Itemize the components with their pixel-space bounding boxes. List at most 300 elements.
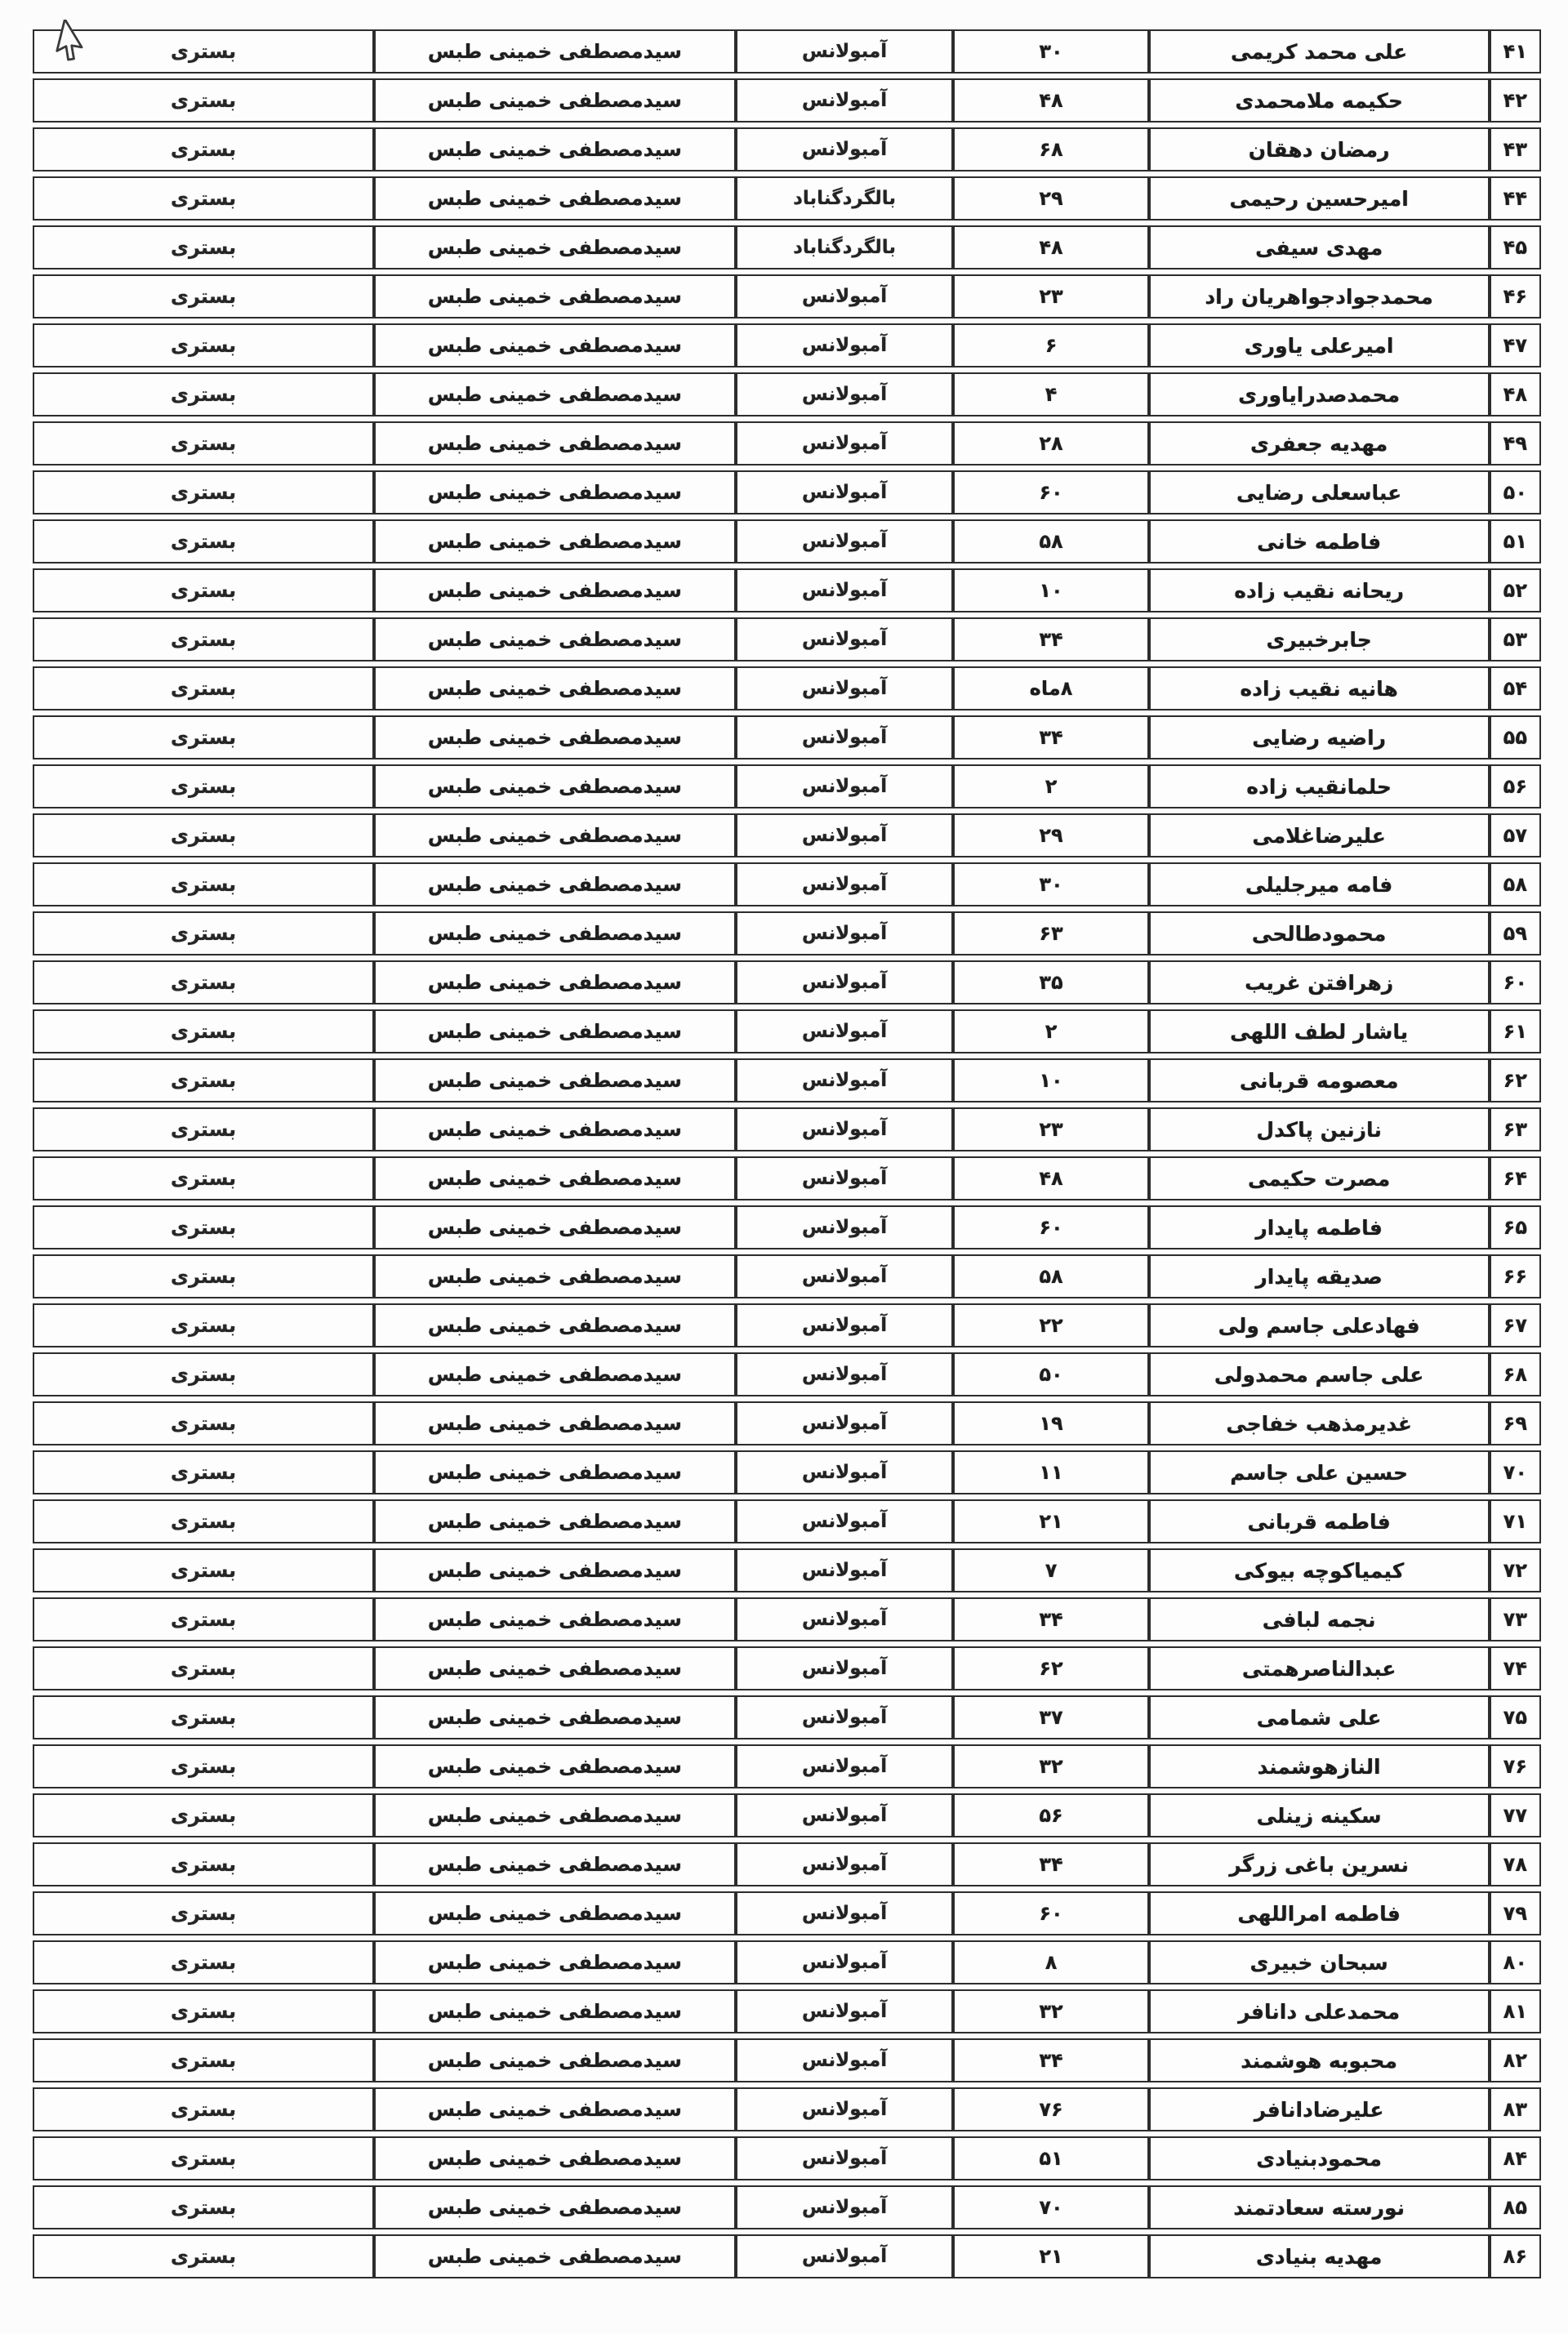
- cell-hospital: سیدمصطفی خمینی طبس: [374, 1695, 736, 1739]
- cell-row-number: ۷۹: [1490, 1891, 1541, 1935]
- cell-patient-name: نجمه لبافی: [1149, 1597, 1490, 1641]
- cell-row-number: ۶۳: [1490, 1107, 1541, 1151]
- cell-row-number: ۴۵: [1490, 225, 1541, 269]
- cell-status: بستری: [33, 1058, 374, 1102]
- table-row: [33, 225, 1541, 269]
- cell-hospital: سیدمصطفی خمینی طبس: [374, 2136, 736, 2180]
- cell-age: ۲۸: [953, 421, 1148, 465]
- cell-transfer-method: آمبولانس: [736, 813, 954, 857]
- patient-table: [33, 24, 1541, 2283]
- cell-age: ۵۸: [953, 1254, 1148, 1298]
- cell-hospital: سیدمصطفی خمینی طبس: [374, 1107, 736, 1151]
- cell-row-number: ۶۷: [1490, 1303, 1541, 1347]
- cell-row-number: ۸۱: [1490, 1989, 1541, 2033]
- cell-hospital: سیدمصطفی خمینی طبس: [374, 1009, 736, 1053]
- cell-age: ۶۰: [953, 470, 1148, 514]
- cell-hospital: سیدمصطفی خمینی طبس: [374, 1548, 736, 1592]
- cell-status: بستری: [33, 1303, 374, 1347]
- cell-age: ۲۹: [953, 176, 1148, 220]
- cell-transfer-method: آمبولانس: [736, 274, 954, 318]
- table-row: [33, 617, 1541, 661]
- cell-patient-name: علی جاسم محمدولی: [1149, 1352, 1490, 1396]
- cell-transfer-method: آمبولانس: [736, 1695, 954, 1739]
- cell-row-number: ۷۸: [1490, 1842, 1541, 1886]
- cell-transfer-method: آمبولانس: [736, 2234, 954, 2278]
- cell-hospital: سیدمصطفی خمینی طبس: [374, 617, 736, 661]
- cell-transfer-method: آمبولانس: [736, 715, 954, 759]
- cell-patient-name: راضیه رضایی: [1149, 715, 1490, 759]
- cell-row-number: ۴۳: [1490, 127, 1541, 171]
- table-row: [33, 29, 1541, 73]
- cell-hospital: سیدمصطفی خمینی طبس: [374, 1352, 736, 1396]
- cell-hospital: سیدمصطفی خمینی طبس: [374, 1401, 736, 1445]
- cell-hospital: سیدمصطفی خمینی طبس: [374, 1842, 736, 1886]
- cell-age: ۵۸: [953, 519, 1148, 563]
- cell-age: ۲۳: [953, 274, 1148, 318]
- cell-patient-name: معصومه قربانی: [1149, 1058, 1490, 1102]
- cell-transfer-method: آمبولانس: [736, 1891, 954, 1935]
- cell-patient-name: یاشار لطف اللهی: [1149, 1009, 1490, 1053]
- cell-row-number: ۸۴: [1490, 2136, 1541, 2180]
- cell-transfer-method: بالگردگناباد: [736, 176, 954, 220]
- cell-status: بستری: [33, 1891, 374, 1935]
- cell-transfer-method: آمبولانس: [736, 1009, 954, 1053]
- cell-patient-name: صدیقه پایدار: [1149, 1254, 1490, 1298]
- cell-status: بستری: [33, 666, 374, 710]
- cell-status: بستری: [33, 2136, 374, 2180]
- cell-row-number: ۶۴: [1490, 1156, 1541, 1200]
- cell-row-number: ۵۱: [1490, 519, 1541, 563]
- cell-hospital: سیدمصطفی خمینی طبس: [374, 666, 736, 710]
- cell-hospital: سیدمصطفی خمینی طبس: [374, 1989, 736, 2033]
- cell-patient-name: حسین علی جاسم: [1149, 1450, 1490, 1494]
- cell-hospital: سیدمصطفی خمینی طبس: [374, 1205, 736, 1249]
- cell-age: ۷۶: [953, 2087, 1148, 2131]
- cell-transfer-method: آمبولانس: [736, 1107, 954, 1151]
- cell-hospital: سیدمصطفی خمینی طبس: [374, 2185, 736, 2229]
- cell-transfer-method: آمبولانس: [736, 911, 954, 955]
- cell-patient-name: کیمیاکوچه بیوکی: [1149, 1548, 1490, 1592]
- cell-patient-name: نسرین باغی زرگر: [1149, 1842, 1490, 1886]
- cell-transfer-method: آمبولانس: [736, 1842, 954, 1886]
- cell-row-number: ۶۸: [1490, 1352, 1541, 1396]
- table-row: [33, 1744, 1541, 1788]
- cell-hospital: سیدمصطفی خمینی طبس: [374, 127, 736, 171]
- cell-hospital: سیدمصطفی خمینی طبس: [374, 78, 736, 122]
- cell-patient-name: محبوبه هوشمند: [1149, 2038, 1490, 2082]
- table-row: [33, 1793, 1541, 1837]
- cell-row-number: ۷۳: [1490, 1597, 1541, 1641]
- table-row: [33, 470, 1541, 514]
- cell-transfer-method: آمبولانس: [736, 1597, 954, 1641]
- cell-patient-name: نازنین پاکدل: [1149, 1107, 1490, 1151]
- cell-age: ۵۶: [953, 1793, 1148, 1837]
- cell-age: ۶۰: [953, 1891, 1148, 1935]
- cell-age: ۳۰: [953, 29, 1148, 73]
- cell-age: ۷: [953, 1548, 1148, 1592]
- cell-age: ۵۱: [953, 2136, 1148, 2180]
- cell-hospital: سیدمصطفی خمینی طبس: [374, 764, 736, 808]
- cell-hospital: سیدمصطفی خمینی طبس: [374, 519, 736, 563]
- cell-status: بستری: [33, 29, 374, 73]
- table-row: [33, 372, 1541, 416]
- cell-status: بستری: [33, 715, 374, 759]
- cell-status: بستری: [33, 813, 374, 857]
- cell-status: بستری: [33, 2038, 374, 2082]
- cell-hospital: سیدمصطفی خمینی طبس: [374, 274, 736, 318]
- cell-patient-name: فاطمه قربانی: [1149, 1499, 1490, 1543]
- cell-row-number: ۵۴: [1490, 666, 1541, 710]
- table-row: [33, 1989, 1541, 2033]
- cell-row-number: ۴۱: [1490, 29, 1541, 73]
- cell-age: ۶۰: [953, 1205, 1148, 1249]
- cell-hospital: سیدمصطفی خمینی طبس: [374, 1597, 736, 1641]
- cell-hospital: سیدمصطفی خمینی طبس: [374, 176, 736, 220]
- cell-hospital: سیدمصطفی خمینی طبس: [374, 2038, 736, 2082]
- cell-status: بستری: [33, 470, 374, 514]
- cell-status: بستری: [33, 225, 374, 269]
- cell-row-number: ۴۴: [1490, 176, 1541, 220]
- cell-transfer-method: آمبولانس: [736, 372, 954, 416]
- table-row: [33, 1940, 1541, 1984]
- cell-patient-name: هانیه نقیب زاده: [1149, 666, 1490, 710]
- table-row: [33, 1352, 1541, 1396]
- cell-status: بستری: [33, 1744, 374, 1788]
- table-row: [33, 519, 1541, 563]
- cell-age: ۶۸: [953, 127, 1148, 171]
- cell-row-number: ۷۶: [1490, 1744, 1541, 1788]
- cell-patient-name: مصرت حکیمی: [1149, 1156, 1490, 1200]
- cell-transfer-method: بالگردگناباد: [736, 225, 954, 269]
- cell-transfer-method: آمبولانس: [736, 764, 954, 808]
- cell-status: بستری: [33, 1401, 374, 1445]
- cell-transfer-method: آمبولانس: [736, 1744, 954, 1788]
- cell-row-number: ۷۱: [1490, 1499, 1541, 1543]
- cell-patient-name: حلمانقیب زاده: [1149, 764, 1490, 808]
- cell-row-number: ۶۱: [1490, 1009, 1541, 1053]
- cell-transfer-method: آمبولانس: [736, 1989, 954, 2033]
- cell-transfer-method: آمبولانس: [736, 1205, 954, 1249]
- cell-patient-name: محمدعلی دانافر: [1149, 1989, 1490, 2033]
- cell-age: ۴: [953, 372, 1148, 416]
- cell-age: ۲: [953, 1009, 1148, 1053]
- cell-age: ۲: [953, 764, 1148, 808]
- cell-patient-name: فامه میرجلیلی: [1149, 862, 1490, 906]
- cell-age: ۴۸: [953, 225, 1148, 269]
- cell-hospital: سیدمصطفی خمینی طبس: [374, 470, 736, 514]
- cell-patient-name: حکیمه ملامحمدی: [1149, 78, 1490, 122]
- cell-age: ۳۴: [953, 715, 1148, 759]
- cell-transfer-method: آمبولانس: [736, 1401, 954, 1445]
- cell-transfer-method: آمبولانس: [736, 2185, 954, 2229]
- cell-hospital: سیدمصطفی خمینی طبس: [374, 813, 736, 857]
- cell-age: ۸: [953, 1940, 1148, 1984]
- cell-transfer-method: آمبولانس: [736, 1156, 954, 1200]
- cell-patient-name: امیرعلی یاوری: [1149, 323, 1490, 367]
- table-row: [33, 666, 1541, 710]
- cell-patient-name: زهرافتن غریب: [1149, 960, 1490, 1004]
- cell-transfer-method: آمبولانس: [736, 960, 954, 1004]
- table-row: [33, 2136, 1541, 2180]
- table-row: [33, 1009, 1541, 1053]
- cell-patient-name: فاطمه امراللهی: [1149, 1891, 1490, 1935]
- table-row: [33, 421, 1541, 465]
- cell-transfer-method: آمبولانس: [736, 470, 954, 514]
- cell-age: ۳۴: [953, 617, 1148, 661]
- cell-status: بستری: [33, 862, 374, 906]
- cell-age: ۲۲: [953, 1303, 1148, 1347]
- cell-row-number: ۸۵: [1490, 2185, 1541, 2229]
- cell-patient-name: علیرضادانافر: [1149, 2087, 1490, 2131]
- cell-age: ۲۹: [953, 813, 1148, 857]
- cell-hospital: سیدمصطفی خمینی طبس: [374, 911, 736, 955]
- cell-transfer-method: آمبولانس: [736, 617, 954, 661]
- cell-patient-name: امیرحسین رحیمی: [1149, 176, 1490, 220]
- cell-age: ۴۸: [953, 78, 1148, 122]
- cell-patient-name: فاطمه پایدار: [1149, 1205, 1490, 1249]
- cell-transfer-method: آمبولانس: [736, 1548, 954, 1592]
- cell-hospital: سیدمصطفی خمینی طبس: [374, 1303, 736, 1347]
- cell-hospital: سیدمصطفی خمینی طبس: [374, 1940, 736, 1984]
- cell-status: بستری: [33, 911, 374, 955]
- cell-age: ۲۱: [953, 1499, 1148, 1543]
- cell-patient-name: علی محمد کریمی: [1149, 29, 1490, 73]
- table-row: [33, 2234, 1541, 2278]
- cell-row-number: ۶۲: [1490, 1058, 1541, 1102]
- cell-age: ۳۴: [953, 1597, 1148, 1641]
- cell-status: بستری: [33, 1548, 374, 1592]
- cell-row-number: ۵۵: [1490, 715, 1541, 759]
- cell-row-number: ۵۰: [1490, 470, 1541, 514]
- table-row: [33, 813, 1541, 857]
- cell-transfer-method: آمبولانس: [736, 1352, 954, 1396]
- cell-patient-name: عبدالناصرهمتی: [1149, 1646, 1490, 1690]
- cell-status: بستری: [33, 323, 374, 367]
- cell-status: بستری: [33, 764, 374, 808]
- cell-patient-name: فهادعلی جاسم ولی: [1149, 1303, 1490, 1347]
- cell-status: بستری: [33, 2234, 374, 2278]
- cell-patient-name: محمودبنیادی: [1149, 2136, 1490, 2180]
- cell-row-number: ۷۵: [1490, 1695, 1541, 1739]
- cell-age: ۳۴: [953, 2038, 1148, 2082]
- table-row: [33, 1695, 1541, 1739]
- cell-transfer-method: آمبولانس: [736, 2136, 954, 2180]
- cell-transfer-method: آمبولانس: [736, 862, 954, 906]
- cell-transfer-method: آمبولانس: [736, 29, 954, 73]
- table-row: [33, 127, 1541, 171]
- table-row: [33, 274, 1541, 318]
- cell-status: بستری: [33, 372, 374, 416]
- cell-age: ۶۲: [953, 1646, 1148, 1690]
- cell-status: بستری: [33, 1205, 374, 1249]
- table-row: [33, 78, 1541, 122]
- cell-row-number: ۸۳: [1490, 2087, 1541, 2131]
- table-row: [33, 2185, 1541, 2229]
- cell-hospital: سیدمصطفی خمینی طبس: [374, 2234, 736, 2278]
- cell-age: ۳۲: [953, 1989, 1148, 2033]
- cell-transfer-method: آمبولانس: [736, 2038, 954, 2082]
- table-row: [33, 1107, 1541, 1151]
- table-row: [33, 1303, 1541, 1347]
- cell-status: بستری: [33, 1499, 374, 1543]
- cell-age: ۳۰: [953, 862, 1148, 906]
- cell-transfer-method: آمبولانس: [736, 1058, 954, 1102]
- cell-row-number: ۵۳: [1490, 617, 1541, 661]
- cell-age: ۳۴: [953, 1842, 1148, 1886]
- cell-age: ۲۳: [953, 1107, 1148, 1151]
- cell-hospital: سیدمصطفی خمینی طبس: [374, 1450, 736, 1494]
- cell-patient-name: نورسته سعادتمند: [1149, 2185, 1490, 2229]
- cell-row-number: ۴۹: [1490, 421, 1541, 465]
- cell-hospital: سیدمصطفی خمینی طبس: [374, 1891, 736, 1935]
- cell-row-number: ۵۲: [1490, 568, 1541, 612]
- cell-status: بستری: [33, 1793, 374, 1837]
- cell-row-number: ۴۷: [1490, 323, 1541, 367]
- table-row: [33, 1254, 1541, 1298]
- cell-status: بستری: [33, 1940, 374, 1984]
- cell-hospital: سیدمصطفی خمینی طبس: [374, 862, 736, 906]
- cell-hospital: سیدمصطفی خمینی طبس: [374, 1499, 736, 1543]
- cell-patient-name: محمدجوادجواهریان راد: [1149, 274, 1490, 318]
- cell-status: بستری: [33, 1254, 374, 1298]
- cell-row-number: ۶۵: [1490, 1205, 1541, 1249]
- table-row: [33, 1891, 1541, 1935]
- cell-transfer-method: آمبولانس: [736, 323, 954, 367]
- cell-patient-name: سبحان خبیری: [1149, 1940, 1490, 1984]
- table-row: [33, 1156, 1541, 1200]
- cell-status: بستری: [33, 1450, 374, 1494]
- cell-transfer-method: آمبولانس: [736, 1303, 954, 1347]
- table-row: [33, 1548, 1541, 1592]
- cell-hospital: سیدمصطفی خمینی طبس: [374, 960, 736, 1004]
- cell-patient-name: فاطمه خانی: [1149, 519, 1490, 563]
- table-row: [33, 1646, 1541, 1690]
- cell-status: بستری: [33, 176, 374, 220]
- cell-hospital: سیدمصطفی خمینی طبس: [374, 225, 736, 269]
- cell-status: بستری: [33, 1597, 374, 1641]
- table-row: [33, 2087, 1541, 2131]
- cell-status: بستری: [33, 127, 374, 171]
- cell-transfer-method: آمبولانس: [736, 1499, 954, 1543]
- cell-row-number: ۸۶: [1490, 2234, 1541, 2278]
- cell-row-number: ۸۲: [1490, 2038, 1541, 2082]
- cell-row-number: ۶۶: [1490, 1254, 1541, 1298]
- cell-patient-name: رمضان دهقان: [1149, 127, 1490, 171]
- cell-age: ۷۰: [953, 2185, 1148, 2229]
- cell-patient-name: ریحانه نقیب زاده: [1149, 568, 1490, 612]
- cell-transfer-method: آمبولانس: [736, 519, 954, 563]
- cell-age: ۶: [953, 323, 1148, 367]
- cell-status: بستری: [33, 1989, 374, 2033]
- cell-status: بستری: [33, 78, 374, 122]
- table-row: [33, 568, 1541, 612]
- cell-transfer-method: آمبولانس: [736, 1254, 954, 1298]
- cell-row-number: ۷۲: [1490, 1548, 1541, 1592]
- cell-status: بستری: [33, 274, 374, 318]
- cell-hospital: سیدمصطفی خمینی طبس: [374, 1744, 736, 1788]
- cell-transfer-method: آمبولانس: [736, 1940, 954, 1984]
- cell-hospital: سیدمصطفی خمینی طبس: [374, 29, 736, 73]
- cell-patient-name: مهدیه بنیادی: [1149, 2234, 1490, 2278]
- cell-row-number: ۶۰: [1490, 960, 1541, 1004]
- cell-status: بستری: [33, 2185, 374, 2229]
- cell-age: ۳۵: [953, 960, 1148, 1004]
- cell-transfer-method: آمبولانس: [736, 666, 954, 710]
- cell-hospital: سیدمصطفی خمینی طبس: [374, 323, 736, 367]
- cell-age: ۳۲: [953, 1744, 1148, 1788]
- table-row: [33, 1205, 1541, 1249]
- cell-status: بستری: [33, 421, 374, 465]
- cell-transfer-method: آمبولانس: [736, 1646, 954, 1690]
- cell-age: ۵۰: [953, 1352, 1148, 1396]
- cell-age: ۱۹: [953, 1401, 1148, 1445]
- cell-transfer-method: آمبولانس: [736, 78, 954, 122]
- cell-row-number: ۴۲: [1490, 78, 1541, 122]
- cell-hospital: سیدمصطفی خمینی طبس: [374, 1058, 736, 1102]
- table-row: [33, 862, 1541, 906]
- cell-status: بستری: [33, 1842, 374, 1886]
- table-row: [33, 764, 1541, 808]
- table-row: [33, 1597, 1541, 1641]
- cell-status: بستری: [33, 1352, 374, 1396]
- cell-patient-name: سکینه زینلی: [1149, 1793, 1490, 1837]
- cell-hospital: سیدمصطفی خمینی طبس: [374, 568, 736, 612]
- cell-row-number: ۵۹: [1490, 911, 1541, 955]
- table-row: [33, 911, 1541, 955]
- cell-hospital: سیدمصطفی خمینی طبس: [374, 421, 736, 465]
- cell-status: بستری: [33, 568, 374, 612]
- cell-patient-name: غدیرمذهب خفاجی: [1149, 1401, 1490, 1445]
- cell-patient-name: محمودطالحی: [1149, 911, 1490, 955]
- cell-row-number: ۴۸: [1490, 372, 1541, 416]
- cell-row-number: ۷۴: [1490, 1646, 1541, 1690]
- cell-transfer-method: آمبولانس: [736, 127, 954, 171]
- cell-row-number: ۷۰: [1490, 1450, 1541, 1494]
- table-row: [33, 2038, 1541, 2082]
- cell-transfer-method: آمبولانس: [736, 2087, 954, 2131]
- cell-transfer-method: آمبولانس: [736, 421, 954, 465]
- cell-patient-name: مهدی سیفی: [1149, 225, 1490, 269]
- table-row: [33, 960, 1541, 1004]
- cell-hospital: سیدمصطفی خمینی طبس: [374, 372, 736, 416]
- cell-age: ۱۱: [953, 1450, 1148, 1494]
- cell-status: بستری: [33, 2087, 374, 2131]
- cell-status: بستری: [33, 1009, 374, 1053]
- table-row: [33, 1058, 1541, 1102]
- cell-status: بستری: [33, 1695, 374, 1739]
- table-row: [33, 323, 1541, 367]
- table-row: [33, 176, 1541, 220]
- cell-transfer-method: آمبولانس: [736, 1793, 954, 1837]
- cell-age: ۱۰: [953, 1058, 1148, 1102]
- cell-patient-name: علی شمامی: [1149, 1695, 1490, 1739]
- cell-hospital: سیدمصطفی خمینی طبس: [374, 1156, 736, 1200]
- cell-patient-name: النازهوشمند: [1149, 1744, 1490, 1788]
- cell-hospital: سیدمصطفی خمینی طبس: [374, 1646, 736, 1690]
- cell-row-number: ۵۸: [1490, 862, 1541, 906]
- cell-hospital: سیدمصطفی خمینی طبس: [374, 2087, 736, 2131]
- cell-transfer-method: آمبولانس: [736, 1450, 954, 1494]
- cell-status: بستری: [33, 1107, 374, 1151]
- cell-row-number: ۵۶: [1490, 764, 1541, 808]
- cell-patient-name: عباسعلی رضایی: [1149, 470, 1490, 514]
- cell-patient-name: مهدیه جعفری: [1149, 421, 1490, 465]
- cell-row-number: ۶۹: [1490, 1401, 1541, 1445]
- cell-age: ۸ماه: [953, 666, 1148, 710]
- cell-row-number: ۵۷: [1490, 813, 1541, 857]
- cell-age: ۳۷: [953, 1695, 1148, 1739]
- cell-age: ۱۰: [953, 568, 1148, 612]
